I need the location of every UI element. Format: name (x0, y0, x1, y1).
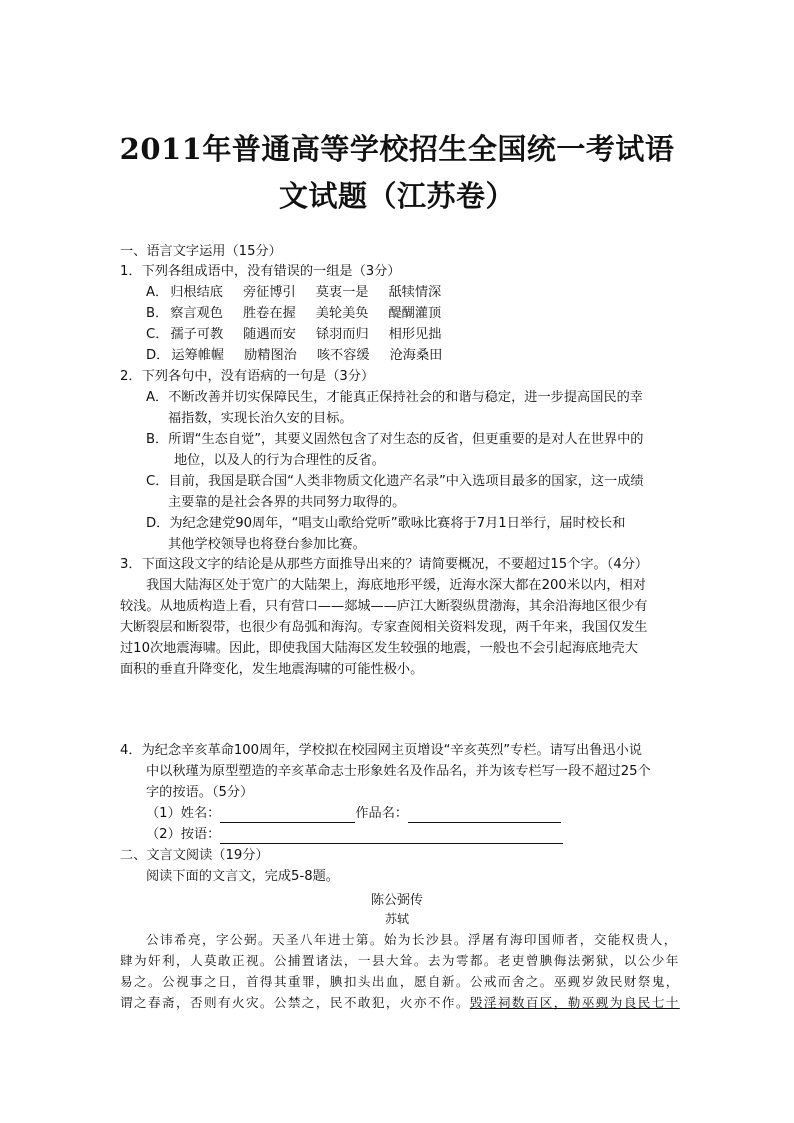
classical-text-line-3: 易之。公视事之日，首得其重罪，腆扣头出血，愿自新。公戒而舍之。巫觋岁敛民财祭鬼， (120, 974, 680, 989)
q2-option-b-line-1: B．所谓“生态自觉”，其要义固然包含了对生态的反省，但更重要的是对人在世界中的 (146, 432, 644, 447)
work-answer-blank[interactable] (408, 808, 561, 823)
note-answer-blank[interactable] (220, 829, 563, 844)
question-4-stem-line-2: 中以秋瑾为原型塑造的辛亥革命志士形象姓名及作品名，并为该专栏写一段不超过25个 (146, 764, 651, 779)
idiom: 归根结底 (170, 285, 223, 300)
option-label: A． (146, 285, 169, 300)
q3-passage-line-1: 我国大陆海区处于宽广的大陆架上，海底地形平缓，近海水深大都在200米以内，相对 (146, 578, 646, 593)
idiom: 孺子可教 (170, 327, 224, 342)
q1-option-c (146, 326, 461, 344)
question-1-stem: 1．下列各组成语中，没有错误的一组是（3分） (120, 264, 401, 279)
q3-passage-line-2: 较浅。从地质构造上看，只有营口——郯城——庐江大断裂纵贯渤海，其余沿海地区很少有 (120, 599, 648, 614)
classical-text-line-4-plain: 谓之春斋，否则有火灾。公禁之，民不敢犯，火亦不作。 (120, 995, 470, 1010)
q2-option-d-line-2: 其他学校领导也将登台参加比赛。 (168, 537, 366, 552)
section-heading-2: 二、文言文阅读（19分） (120, 848, 269, 863)
q2-option-a-line-1: A．不断改善并切实保障民生，才能真正保持社会的和谐与稳定，进一步提高国民的幸 (146, 390, 643, 405)
section-heading-1: 一、语言文字运用（15分） (120, 244, 282, 259)
q4-name-row (146, 805, 561, 823)
q4-note-row (146, 826, 563, 844)
question-3-stem: 3．下面这段文字的结论是从那些方面推导出来的？请简要概况，不要超过15个字。（4分） (120, 557, 649, 572)
idiom: 沧海桑田 (389, 348, 443, 363)
idiom: 运筹帷幄 (171, 348, 225, 363)
idiom: 咳不容缓 (316, 348, 370, 363)
classical-text-underlined-span: 毁淫祠数百区，勒巫觋为良民七十 (469, 995, 680, 1010)
q3-passage-line-3: 大断裂层和断裂带，也很少有岛弧和海沟。专家查阅相关资料发现，两千年来，我国仅发生 (120, 620, 648, 635)
q3-passage-line-4: 过10次地震海啸。因此，即使我国大陆海区发生较强的地震，一般也不会引起海底地壳大 (120, 641, 638, 656)
classical-text-line-1: 公讳希亮，字公弼。天圣八年进士第。始为长沙县。浮屠有海印国师者，交能权贵人， (146, 932, 678, 947)
q1-option-d (146, 347, 462, 365)
option-label: D． (146, 348, 170, 363)
q2-option-a-line-2: 福指数，实现长治久安的目标。 (168, 411, 353, 426)
work-label: 作品名： (355, 806, 409, 821)
classical-text-line-4 (120, 994, 680, 1012)
name-label: （1）姓名： (146, 806, 221, 821)
idiom: 莫衷一是 (315, 285, 369, 300)
option-label: C． (146, 327, 169, 342)
name-answer-blank[interactable] (220, 808, 355, 823)
idiom: 察言观色 (170, 306, 223, 321)
idiom: 胜卷在握 (243, 306, 296, 321)
section-2-instruction: 阅读下面的文言文，完成5-8题。 (146, 869, 339, 884)
classical-text-title: 陈公弼传 (370, 893, 423, 908)
q2-option-b-line-2: 地位，以及人的行为合理性的反省。 (174, 453, 385, 468)
idiom: 铩羽而归 (315, 327, 369, 342)
q2-option-d-line-1: D．为纪念建党90周年，“唱支山歌给党听”歌咏比赛将于7月1日举行，届时校长和 (146, 516, 626, 531)
page-title-line-2: 文试题（江苏卷） (278, 179, 515, 213)
q1-option-b (146, 305, 461, 323)
idiom: 醍醐灌顶 (388, 306, 442, 321)
page-title-line-1: 2011年普通高等学校招生全国统一考试语 (119, 132, 675, 166)
option-label: B． (146, 306, 169, 321)
q2-option-c-line-2: 主要靠的是社会各界的共同努力取得的。 (168, 495, 406, 510)
idiom: 旁征博引 (242, 285, 296, 300)
q1-option-a (146, 284, 461, 302)
q2-option-c-line-1: C．目前，我国是联合国“人类非物质文化遗产名录”中入选项目最多的国家，这一成绩 (146, 474, 644, 489)
question-4-stem-line-1: 4．为纪念辛亥革命100周年，学校拟在校园网主页增设“辛亥英烈”专栏。请写出鲁迅小说 (120, 743, 642, 758)
idiom: 随遇而安 (243, 327, 296, 342)
note-label: （2）按语： (146, 827, 221, 842)
idiom: 舐犊情深 (388, 285, 442, 300)
idiom: 美轮美奂 (315, 306, 369, 321)
idiom: 励精图治 (244, 348, 297, 363)
question-4-stem-line-3: 字的按语。（5分） (146, 785, 254, 800)
q3-passage-line-5: 面积的垂直升降变化，发生地震海啸的可能性极小。 (120, 662, 424, 677)
classical-text-line-2: 肆为奸利，人莫敢正视。公捕置诸法，一县大耸。去为雩都。老吏曾腆侮法粥狱，以公少年 (120, 953, 680, 968)
classical-text-author: 苏轼 (384, 912, 409, 926)
idiom: 相形见拙 (388, 327, 442, 342)
question-2-stem: 2．下列各句中，没有语病的一句是（3分） (120, 369, 375, 384)
